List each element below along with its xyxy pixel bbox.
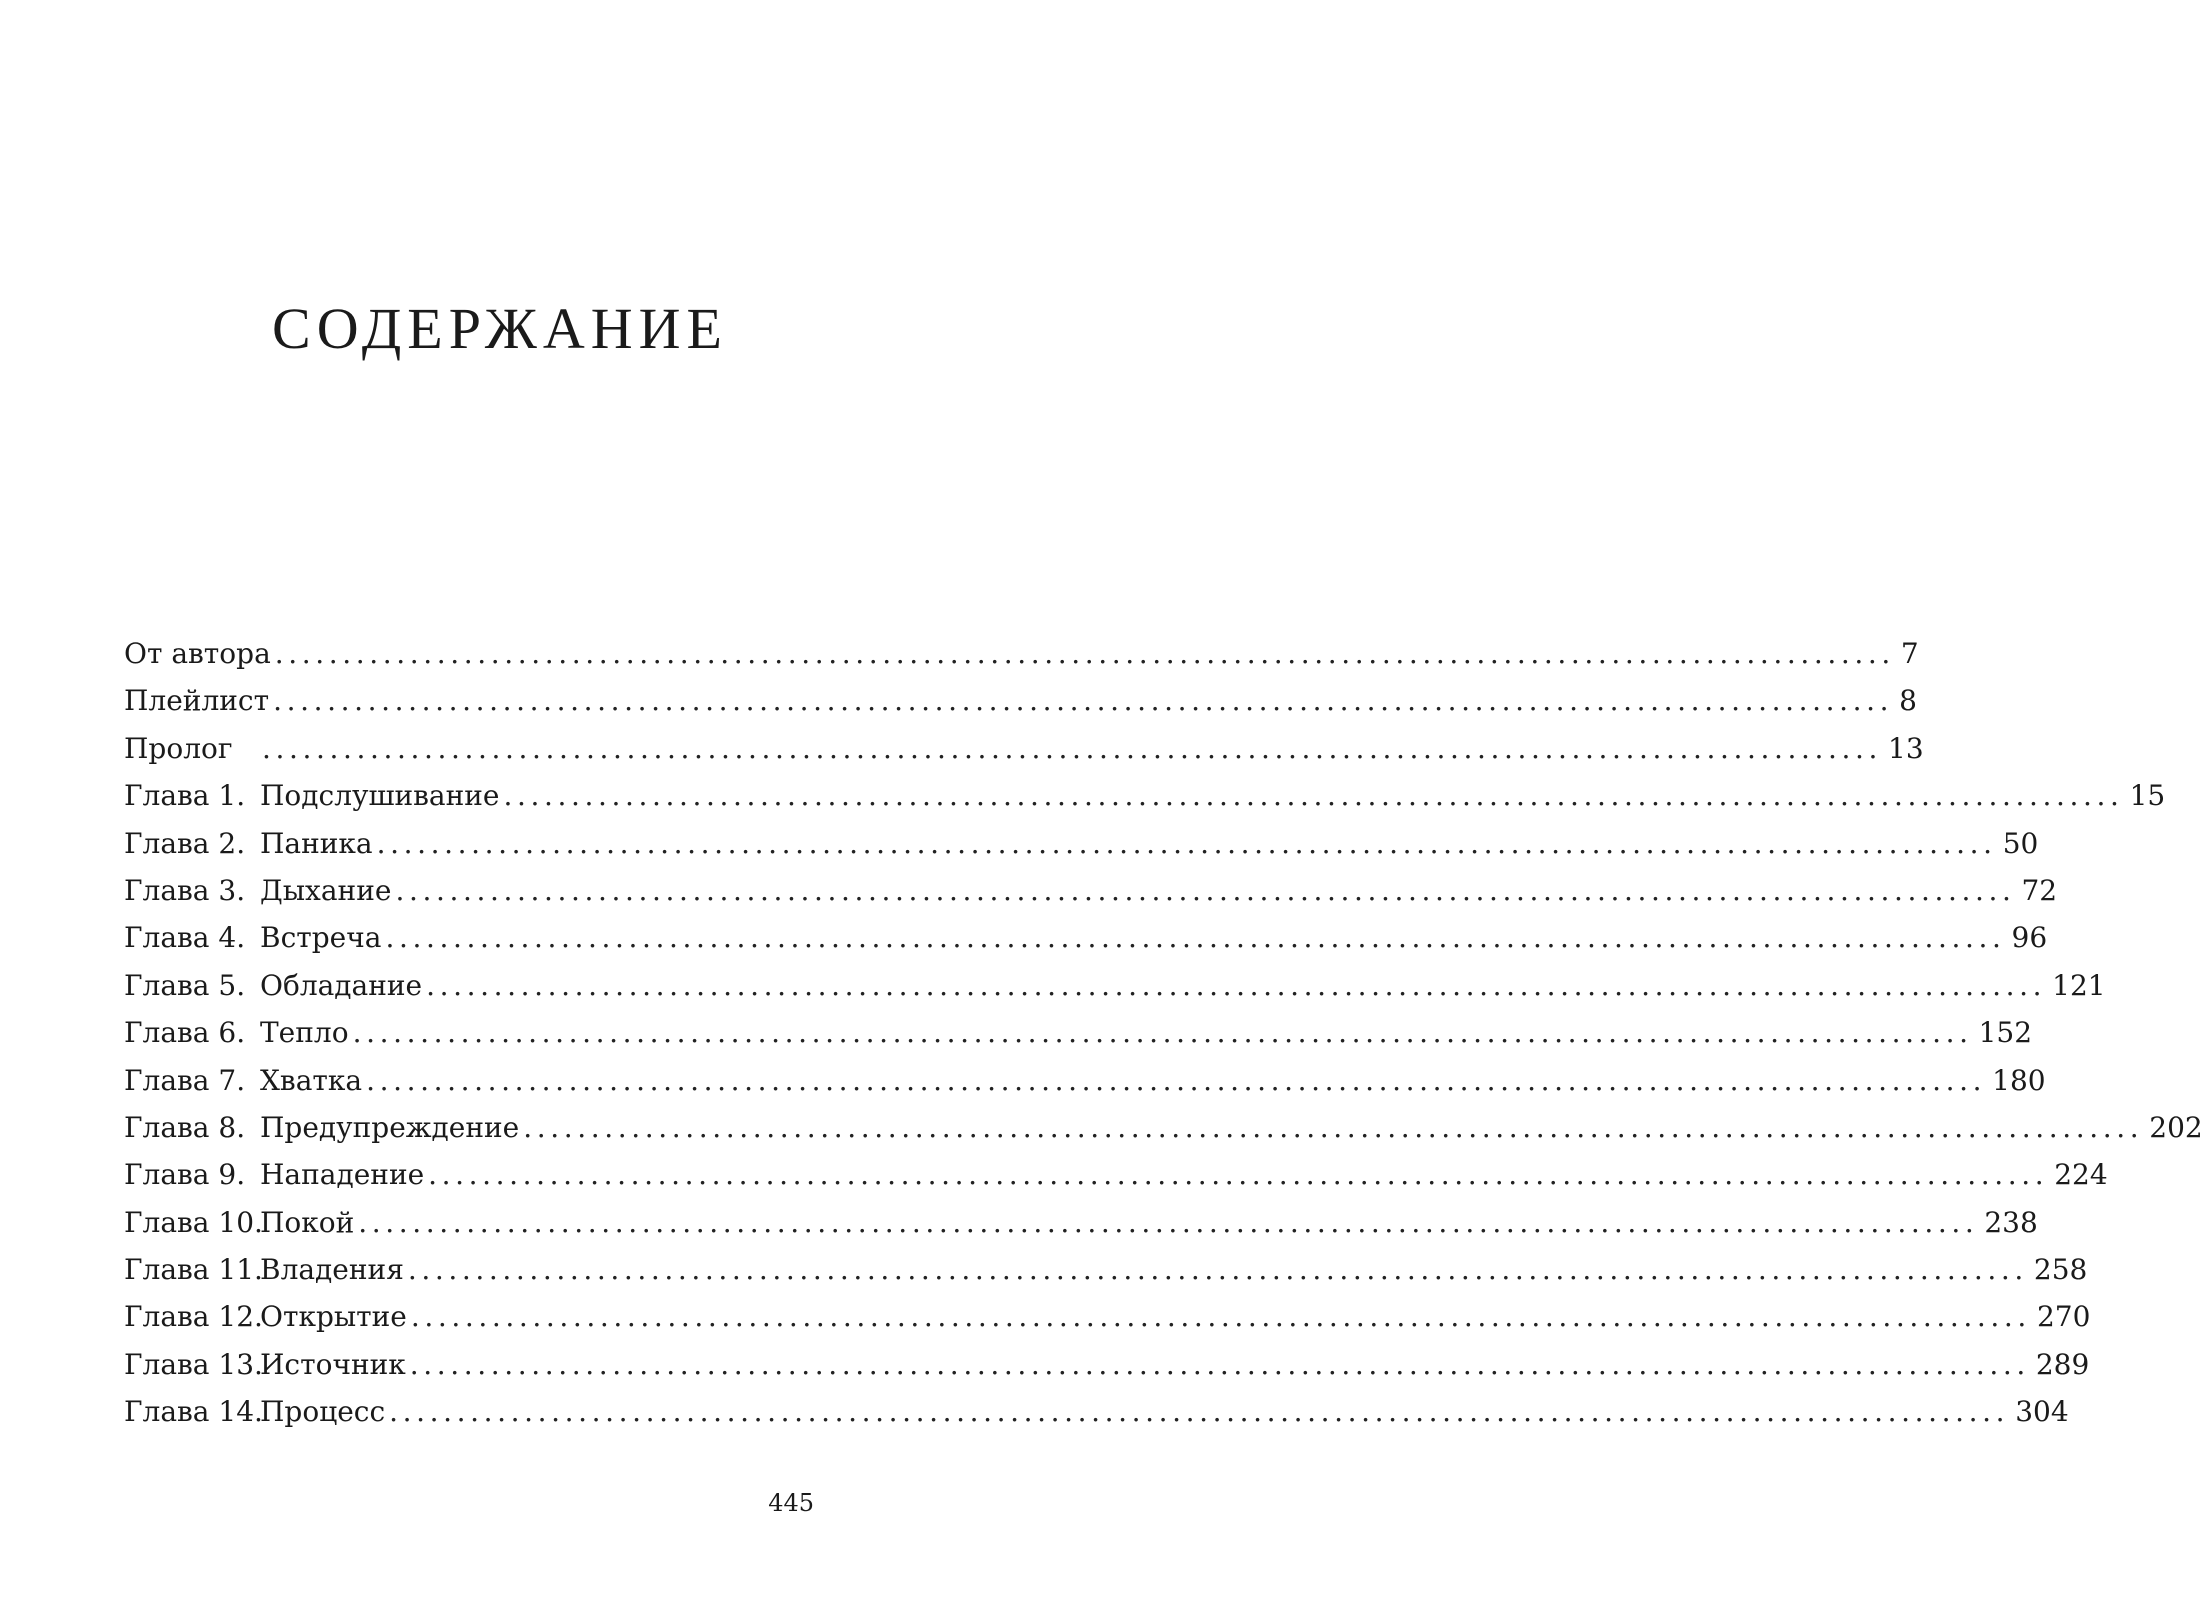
- toc-entry: [124, 637, 1919, 687]
- chapter-title: Подслушивание: [260, 779, 500, 813]
- page-number: 445: [768, 1489, 814, 1517]
- chapter-page-number: 180: [1992, 1063, 2046, 1097]
- chapter-page-number: 289: [2035, 1347, 2090, 1381]
- toc-chapter-entry: [124, 826, 2039, 877]
- toc-chapter-entry: [124, 873, 2058, 924]
- chapter-title: Паника: [260, 826, 373, 860]
- toc-chapter-entry: [124, 1253, 2088, 1303]
- dot-leader: ........................................................................................................................: [385, 921, 2006, 955]
- toc-chapter-entry: [124, 1016, 2033, 1066]
- dot-leader: ........................................................................................................................: [376, 826, 1997, 860]
- dot-leader: ........................................................................................................................: [410, 1300, 2031, 1334]
- chapter-label: Глава 5.: [124, 968, 246, 1002]
- toc-chapter-entry: [124, 921, 2048, 971]
- toc-entry: [124, 731, 1924, 782]
- toc-chapter-entry: [124, 1347, 2090, 1398]
- page-title: СОДЕРЖАНИЕ: [272, 296, 728, 361]
- dot-leader: ........................................................................................................................: [428, 1158, 2049, 1192]
- chapter-page-number: 224: [2054, 1158, 2108, 1192]
- toc-chapter-entry: [124, 1110, 2203, 1161]
- chapter-page-number: 304: [2015, 1395, 2069, 1429]
- chapter-page-number: 121: [2052, 968, 2106, 1002]
- chapter-title: Покой: [260, 1205, 355, 1239]
- dot-leader: ........................................................................................................................: [352, 1016, 1973, 1050]
- chapter-label: Глава 8.: [124, 1110, 246, 1144]
- toc-chapter-entry: [124, 1205, 2038, 1256]
- chapter-title: Нападение: [260, 1158, 425, 1192]
- toc-chapter-entry: [124, 968, 2106, 1019]
- entry-title: От автора: [124, 637, 271, 670]
- toc-chapter-entry: [124, 779, 2166, 829]
- dot-leader: ........................................................................................................................: [409, 1347, 2030, 1381]
- chapter-title: Дыхание: [260, 873, 392, 907]
- chapter-page-number: 72: [2021, 873, 2058, 907]
- dot-leader: ........................................................................................................................: [274, 637, 1895, 670]
- chapter-label: Глава 4.: [124, 921, 246, 955]
- chapter-label: Глава 10.: [124, 1205, 263, 1239]
- chapter-label: Глава 1.: [124, 779, 246, 813]
- toc-chapter-entry: [124, 1300, 2091, 1350]
- entry-title: Пролог: [124, 731, 233, 765]
- dot-leader: ........................................................................................................................: [503, 779, 2124, 813]
- entry-page-number: 8: [1899, 684, 1917, 718]
- dot-leader: ........................................................................................................................: [366, 1063, 1987, 1097]
- dot-leader: ........................................................................................................................: [395, 873, 2016, 907]
- chapter-label: Глава 14.: [124, 1395, 263, 1429]
- entry-title: Плейлист: [124, 684, 270, 718]
- chapter-page-number: 238: [1984, 1205, 2038, 1239]
- entry-page-number: 7: [1900, 637, 1919, 670]
- toc-entry: [124, 684, 1917, 734]
- table-of-contents: [124, 637, 2203, 1446]
- chapter-label: Глава 3.: [124, 873, 246, 907]
- chapter-title: Обладание: [260, 968, 423, 1002]
- chapter-title: Источник: [260, 1347, 406, 1381]
- chapter-label: Глава 13.: [124, 1347, 263, 1381]
- chapter-title: Предупреждение: [260, 1110, 520, 1144]
- dot-leader: ........................................................................................................................: [426, 968, 2047, 1002]
- chapter-title: Тепло: [260, 1016, 349, 1050]
- chapter-label: Глава 6.: [124, 1016, 246, 1050]
- dot-leader: ........................................................................................................................: [523, 1110, 2144, 1144]
- toc-chapter-entry: [124, 1063, 2046, 1114]
- dot-leader: ........................................................................................................................: [273, 684, 1894, 718]
- chapter-page-number: 15: [2129, 779, 2166, 813]
- chapter-page-number: 270: [2036, 1300, 2091, 1334]
- chapter-title: Открытие: [260, 1300, 407, 1334]
- entry-page-number: 13: [1888, 731, 1924, 765]
- chapter-label: Глава 2.: [124, 826, 246, 860]
- chapter-label: Глава 11.: [124, 1253, 263, 1287]
- chapter-page-number: 152: [1978, 1016, 2033, 1050]
- chapter-title: Процесс: [260, 1395, 386, 1429]
- dot-leader: ........................................................................................................................: [358, 1205, 1979, 1239]
- chapter-page-number: 96: [2011, 921, 2048, 955]
- chapter-page-number: 202: [2149, 1110, 2203, 1144]
- dot-leader: ........................................................................................................................: [262, 731, 1883, 765]
- chapter-title: Хватка: [260, 1063, 363, 1097]
- toc-chapter-entry: [124, 1158, 2108, 1208]
- dot-leader: ........................................................................................................................: [389, 1395, 2010, 1429]
- chapter-title: Встреча: [260, 921, 382, 955]
- chapter-label: Глава 9.: [124, 1158, 246, 1192]
- chapter-title: Владения: [260, 1253, 404, 1287]
- toc-chapter-entry: [124, 1395, 2069, 1445]
- chapter-page-number: 258: [2033, 1253, 2088, 1287]
- dot-leader: ........................................................................................................................: [407, 1253, 2028, 1287]
- chapter-page-number: 50: [2002, 826, 2039, 860]
- chapter-label: Глава 12.: [124, 1300, 263, 1334]
- chapter-label: Глава 7.: [124, 1063, 246, 1097]
